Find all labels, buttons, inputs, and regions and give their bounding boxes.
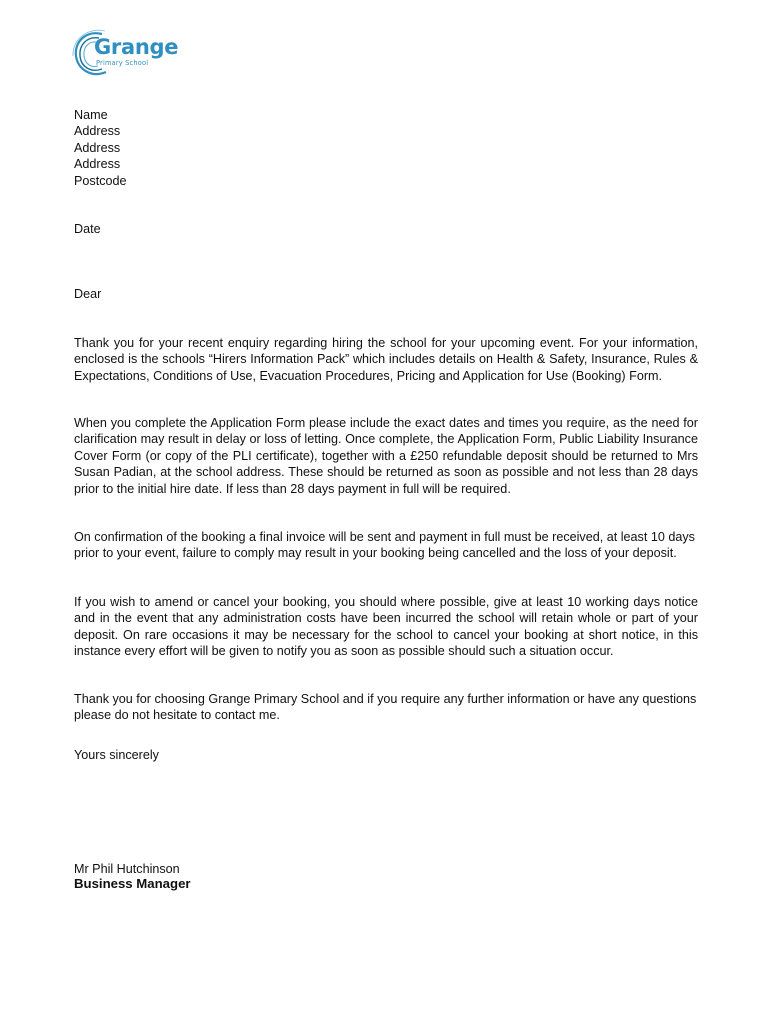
recipient-name: Name — [74, 108, 108, 122]
address-line: Address — [74, 124, 121, 139]
salutation: Dear — [74, 287, 102, 301]
letter-date: Date — [74, 222, 101, 236]
signer-title: Business Manager — [74, 876, 191, 891]
signer-name: Mr Phil Hutchinson — [74, 862, 180, 876]
logo-subtitle: Primary School — [96, 59, 149, 67]
address-line: Address — [74, 157, 121, 172]
logo-name: Grange — [94, 35, 179, 59]
body-paragraph: On confirmation of the booking a final invoice will be sent and payment in full must be received, at least 10 days prior to your event, failure to comply may result in your booking being cancelled and the loss of your deposit. — [74, 530, 695, 561]
postcode: Postcode — [74, 173, 127, 188]
body-paragraph: Thank you for your recent enquiry regarding hiring the school for your upcoming event. For your information, enclosed is the schools “Hirers Information Pack” which includes details on Health & Safety, Insurance, Rules & Expectations, Conditions of Use, Evacuation Procedures, Pricing and Application for Use (Booking) Form. — [74, 336, 698, 383]
body-paragraph: When you complete the Application Form please include the exact dates and times you require, as the need for clarification may result in delay or loss of letting. Once complete, the Application Form, Public Liability Insurance Cover Form (or copy of the PLI certificate), together with a £250 refundable deposit should be returned to Mrs Susan Padian, at the school address. These should be returned as soon as possible and not less than 28 days prior to the initial hire date. If less than 28 days payment in full will be required. — [74, 416, 698, 496]
closing: Yours sincerely — [74, 748, 159, 762]
body-paragraph: If you wish to amend or cancel your booking, you should where possible, give at least 10 working days notice and in the event that any administration costs have been incurred the school will retain whole or part of your deposit. On rare occasions it may be necessary for the school to cancel your booking at short notice, in this instance every effort will be given to notify you as soon as possible should such a situation occur. — [74, 595, 698, 659]
address-line: Address — [74, 140, 121, 155]
school-logo — [72, 28, 192, 82]
recipient-address-block — [74, 107, 127, 189]
body-paragraph: Thank you for choosing Grange Primary School and if you require any further information or have any questions please do not hesitate to contact me. — [74, 692, 697, 723]
